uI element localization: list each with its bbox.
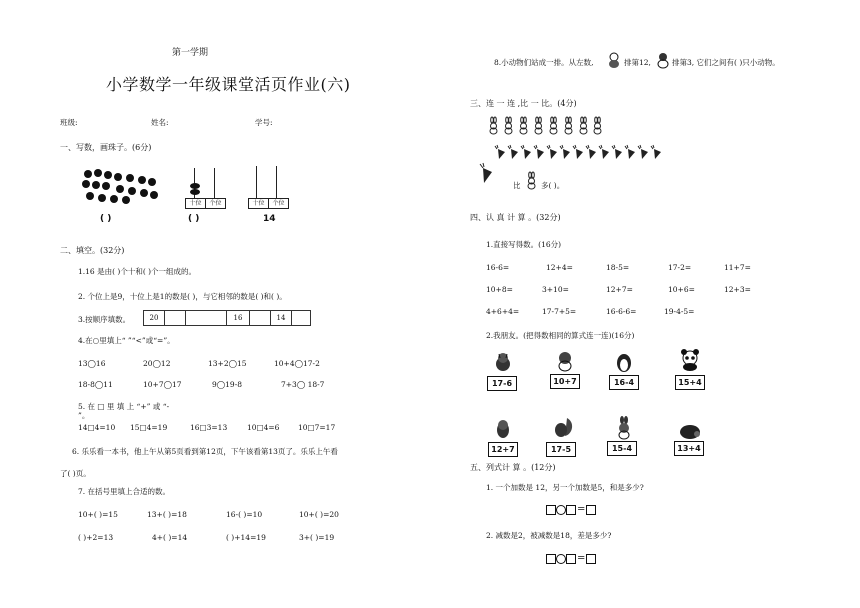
compare-text-b: 多( )。 [541,181,565,190]
calc-item[interactable]: 10+6= [668,285,695,294]
question-7: 7. 在括号里填上合适的数。 [78,487,171,496]
section1-heading: 一、写数，画珠子。(6分) [60,143,152,152]
section4-heading: 四、认 真 计 算 。(32分) [470,213,561,222]
class-label: 班级: [60,118,78,127]
calc-item[interactable]: 16-6= [486,263,510,272]
fill-item[interactable]: 16-( )=10 [226,510,263,519]
beads-cluster-image [80,168,160,208]
sequence-cell[interactable] [185,310,227,326]
match-card[interactable]: 15+4 [675,375,705,390]
cat-icon [491,351,515,373]
panda-icon [678,349,702,371]
compare-text-a: 比 [513,181,521,190]
hedgehog-icon [677,420,703,442]
fill-item[interactable]: 10+( )=15 [78,510,118,519]
calc-item[interactable]: 19-4-5= [664,307,695,316]
penguin-icon [612,351,636,373]
carrots-row-image [496,146,672,162]
squirrel-icon [551,416,575,440]
dog-icon [491,418,515,440]
answer-box[interactable] [586,505,596,515]
fill-item[interactable]: ( )+14=19 [226,533,266,542]
question-5: 5. 在 □ 里 填 上 “+” 或 “- [78,402,170,411]
abacus-rod [276,166,277,198]
answer-box[interactable] [586,554,596,564]
calc-item[interactable]: 17-7+5= [542,307,577,316]
compare-item[interactable]: 10+4◯17-2 [274,359,320,368]
sequence-cell[interactable] [249,310,271,326]
fill-item[interactable]: ( )+2=13 [78,533,114,542]
fill-item[interactable]: 4+( )=14 [152,533,188,542]
ones-place-label: 个位 [205,198,226,209]
student-id-label: 学号: [255,118,273,127]
animal-icon [655,52,671,68]
monkey-icon [553,350,577,372]
calc-item[interactable]: 11+7= [724,263,751,272]
compare-item[interactable]: 20◯12 [143,359,171,368]
match-card[interactable]: 15-4 [607,441,637,456]
compare-item[interactable]: 7+3◯ 18-7 [281,380,325,389]
match-card[interactable]: 17-5 [546,442,576,457]
answer-box[interactable] [546,505,556,515]
equation-template[interactable]: = [546,505,596,516]
word-problem-1: 1. 一个加数是 12，另一个加数是5，和是多少? [486,483,644,492]
operator-circle[interactable] [556,505,566,515]
answer-box[interactable] [566,505,576,515]
sign-item[interactable]: 10□7=17 [298,423,336,432]
compare-item[interactable]: 13+2◯15 [208,359,247,368]
calc-item[interactable]: 12+7= [606,285,633,294]
question-1: 1.16 是由( )个十和( )个一组成的。 [78,267,197,276]
question-6: 6. 乐乐看一本书，他上午从第5页看到第12页，下午该看第13页了。乐乐上午看 [72,447,338,456]
sequence-cell[interactable] [164,310,186,326]
question-2: 2. 个位上是9，十位上是1的数是( )，与它相邻的数是( )和( )。 [78,292,287,301]
fill-item[interactable]: 3+( )=19 [299,533,335,542]
sequence-cell[interactable] [291,310,311,326]
compare-item[interactable]: 13◯16 [78,359,106,368]
calc-item[interactable]: 3+10= [542,285,569,294]
abacus-rod [256,166,257,198]
question-6-end: 了( )页。 [60,469,91,478]
rabbit-icon [612,416,636,440]
calc-item[interactable]: 18-5= [606,263,630,272]
sequence-cell[interactable]: 20 [143,310,165,326]
tens-place-label: 十位 [185,198,206,209]
sign-item[interactable]: 14□4=10 [78,423,116,432]
tens-place-label: 十位 [248,198,269,209]
match-card[interactable]: 13+4 [674,441,704,456]
calc-item[interactable]: 10+8= [486,285,513,294]
sign-item[interactable]: 16□3=13 [190,423,228,432]
question-4: 4.在○里填上“ ”“<”或“=”。 [78,336,175,345]
question-8-mid: 排第12, [624,58,651,67]
answer-blank-a[interactable]: ( ) [100,214,112,224]
match-instruction: 2.我朋友。(把得数相同的算式连一连)(16分) [486,331,635,340]
animal-icon [606,52,622,68]
fill-item[interactable]: 13+( )=18 [147,510,187,519]
sequence-cell[interactable]: 16 [226,310,250,326]
section3-heading: 三、连 一 连 ,比 一 比。(4分) [470,99,577,108]
name-label: 姓名: [151,118,169,127]
sign-item[interactable]: 10□4=6 [247,423,280,432]
calc-item[interactable]: 16-6-6= [606,307,637,316]
match-card[interactable]: 10+7 [550,374,580,389]
question-8: 8.小动物们站成一排。从左数, [494,58,594,67]
section5-heading: 五、列式计 算 。(12分) [470,463,556,472]
abacus-rod [214,168,215,198]
equation-template[interactable]: = [546,554,596,565]
section2-heading: 二、填空。(32分) [60,246,125,255]
answer-box[interactable] [546,554,556,564]
calc-item[interactable]: 17-2= [668,263,692,272]
match-card[interactable]: 12+7 [488,442,518,457]
answer-box[interactable] [566,554,576,564]
answer-blank-b[interactable]: ( ) [188,214,200,224]
word-problem-2: 2. 减数是2，被减数是18，差是多少? [486,531,612,540]
carrot-icon [480,164,494,184]
calc-item[interactable]: 12+3= [724,285,751,294]
abacus-number: 14 [263,214,276,224]
fill-item[interactable]: 10+( )=20 [299,510,339,519]
question-5-end: ”。 [78,411,90,420]
match-card[interactable]: 17-6 [487,376,517,391]
question-8-end: 排第3, 它们之间有( )只小动物。 [672,58,780,67]
calc-instruction: 1.直接写得数。(16分) [486,240,562,249]
sign-item[interactable]: 15□4=19 [130,423,168,432]
calc-item[interactable]: 12+4= [546,263,573,272]
compare-item[interactable]: 9◯19-8 [212,380,243,389]
page-title: 小学数学一年级课堂活页作业(六) [106,75,351,94]
match-card[interactable]: 16-4 [609,375,639,390]
rabbits-row-image [486,117,606,135]
compare-item[interactable]: 18-8◯11 [78,380,113,389]
calc-item[interactable]: 4+6+4= [486,307,520,316]
rabbit-icon [526,172,538,190]
operator-circle[interactable] [556,554,566,564]
question-3: 3.按顺序填数。 [78,315,131,324]
term-label: 第一学期 [172,48,209,58]
compare-item[interactable]: 10+7◯17 [143,380,182,389]
ones-place-label: 个位 [268,198,289,209]
sequence-cell[interactable]: 14 [270,310,292,326]
